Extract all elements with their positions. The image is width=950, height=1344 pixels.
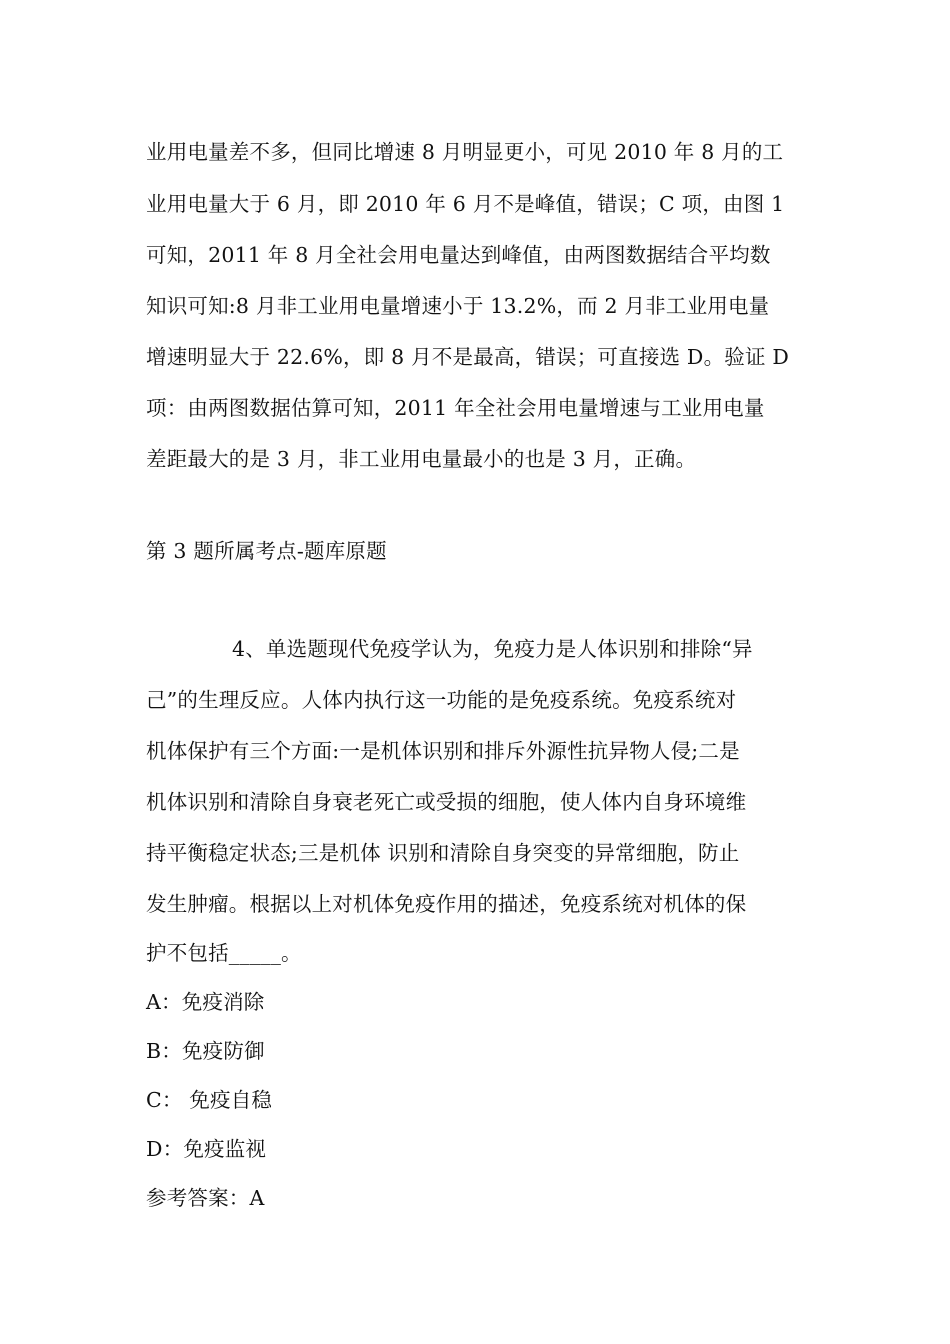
question-line: 4、单选题现代免疫学认为，免疫力是人体识别和排除“异 bbox=[232, 637, 753, 661]
explanation-line: 可知，2011 年 8 月全社会用电量达到峰值，由两图数据结合平均数 bbox=[146, 243, 771, 267]
option-b: B：免疫防御 bbox=[146, 1039, 265, 1063]
explanation-line: 增速明显大于 22.6%，即 8 月不是最高，错误；可直接选 D。验证 D bbox=[146, 345, 790, 369]
option-d: D：免疫监视 bbox=[146, 1137, 267, 1161]
explanation-line: 知识可知:8 月非工业用电量增速小于 13.2%，而 2 月非工业用电量 bbox=[146, 294, 770, 318]
explanation-line: 差距最大的是 3 月，非工业用电量最小的也是 3 月，正确。 bbox=[146, 447, 697, 471]
option-a: A：免疫消除 bbox=[146, 990, 265, 1014]
explanation-line: 项：由两图数据估算可知，2011 年全社会用电量增速与工业用电量 bbox=[146, 396, 765, 420]
question-line: 护不包括_____。 bbox=[146, 941, 302, 965]
option-c: C： 免疫自稳 bbox=[146, 1088, 273, 1112]
explanation-line: 业用电量差不多，但同比增速 8 月明显更小，可见 2010 年 8 月的工 bbox=[146, 140, 784, 164]
question-line: 发生肿瘤。根据以上对机体免疫作用的描述，免疫系统对机体的保 bbox=[146, 892, 747, 916]
question-line: 己”的生理反应。人体内执行这一功能的是免疫系统。免疫系统对 bbox=[146, 688, 737, 712]
question-line: 机体识别和清除自身衰老死亡或受损的细胞，使人体内自身环境维 bbox=[146, 790, 747, 814]
question-line: 持平衡稳定状态;三是机体 识别和清除自身突变的异常细胞，防止 bbox=[146, 841, 740, 865]
explanation-line: 业用电量大于 6 月，即 2010 年 6 月不是峰值，错误；C 项，由图 1 bbox=[146, 192, 785, 216]
question-line: 机体保护有三个方面:一是机体识别和排斥外源性抗异物人侵;二是 bbox=[146, 739, 740, 763]
topic-line: 第 3 题所属考点-题库原题 bbox=[146, 539, 387, 563]
reference-answer: 参考答案：A bbox=[146, 1186, 265, 1210]
